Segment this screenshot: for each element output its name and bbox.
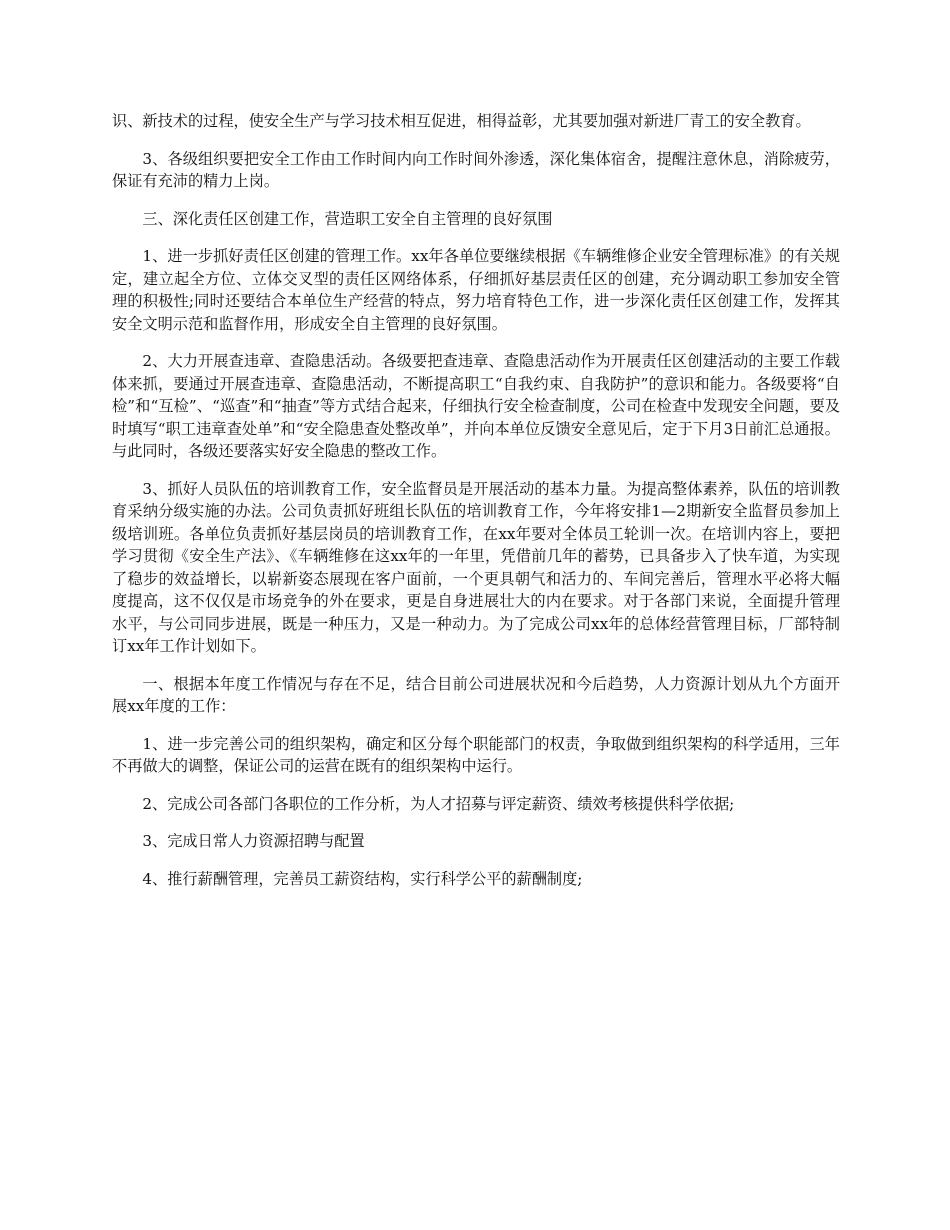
paragraph-5: 2、大力开展查违章、查隐患活动。各级要把查违章、查隐患活动作为开展责任区创建活动的主要工作载体来抓，要通过开展查违章、查隐患活动，不断提高职工“自我约束、自我防护”的意识和能力。各级要将“自检”和“互检”、“巡查”和“抽查”等方式结合起来，仔细执行安全检查制度，公司在检查中发现安全问题，要及时填写“职工违章查处单”和“安全隐患查处整改单”，并向本单位反馈安全意见后，定于下月3日前汇总通报。与此同时，各级还要落实好安全隐患的整改工作。 [112, 352, 840, 460]
paragraph-6: 3、抓好人员队伍的培训教育工作，安全监督员是开展活动的基本力量。为提高整体素养，队伍的培训教育采纳分级实施的办法。公司负责抓好班组长队伍的培训教育工作，今年将安排1—2期新安全监督员参加上级培训班。各单位负责抓好基层岗员的培训教育工作，在xx年要对全体员工轮训一次。在培训内容上，要把学习贯彻《安全生产法》、《车辆维修在这xx年的一年里，凭借前几年的蓄势，已具备步入了快车道，为实现了稳步的效益增长，以崭新姿态展现在客户面前，一个更具朝气和活力的、车间完善后，管理水平必将大幅度提高，这不仅仅是市场竞争的外在要求，更是自身进展壮大的内在要求。对于各部门来说，全面提升管理水平，与公司同步进展，既是一种压力，又是一种动力。为了完成公司xx年的总体经营管理目标，厂部特制订xx年工作计划如下。 [112, 479, 840, 655]
paragraph-1: 识、新技术的过程，使安全生产与学习技术相互促进，相得益彰，尤其要加强对新进厂青工的安全教育。 [112, 112, 811, 130]
paragraph-2: 3、各级组织要把安全工作由工作时间内向工作时间外渗透，深化集体宿舍，提醒注意休息，消除疲劳，保证有充沛的精力上岗。 [112, 149, 840, 190]
section-heading-3: 三、深化责任区创建工作，营造职工安全自主管理的良好氛围 [142, 209, 553, 228]
paragraph-9: 2、完成公司各部门各职位的工作分析，为人才招募与评定薪资、绩效考核提供科学依据; [142, 794, 735, 813]
paragraph-8: 1、进一步完善公司的组织架构，确定和区分每个职能部门的权责，争取做到组织架构的科学适用，三年不再做大的调整，保证公司的运营在既有的组织架构中运行。 [112, 734, 840, 775]
paragraph-10: 3、完成日常人力资源招聘与配置 [142, 832, 365, 850]
document-body [112, 110, 840, 905]
section-heading-1: 一、根据本年度工作情况与存在不足，结合目前公司进展状况和今后趋势，人力资源计划从九个方面开展xx年度的工作： [112, 674, 840, 715]
paragraph-11: 4、推行薪酬管理，完善员工薪资结构，实行科学公平的薪酬制度; [142, 869, 583, 888]
paragraph-4: 1、进一步抓好责任区创建的管理工作。xx年各单位要继续根据《车辆维修企业安全管理标准》的有关规定，建立起全方位、立体交叉型的责任区网络体系，仔细抓好基层责任区的创建，充分调动职工参加安全管理的积极性;同时还要结合本单位生产经营的特点，努力培育特色工作，进一步深化责任区创建工作，发挥其安全文明示范和监督作用，形成安全自主管理的良好氛围。 [112, 247, 840, 333]
